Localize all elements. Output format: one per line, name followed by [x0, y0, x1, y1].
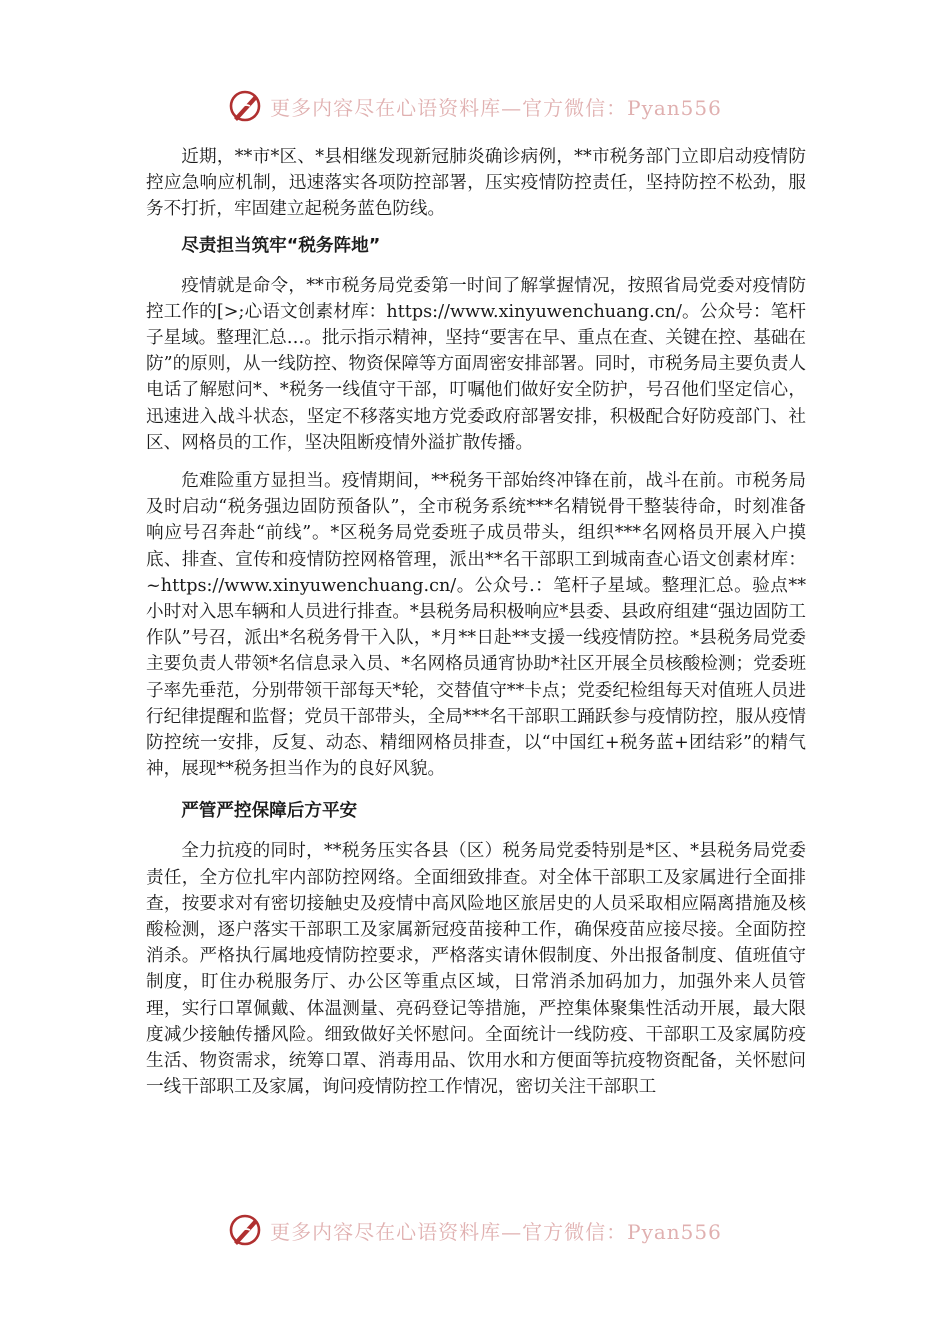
section-heading-control: 严管严控保障后方平安	[181, 801, 358, 822]
pen-logo-icon	[228, 88, 264, 124]
footer-banner-text: 更多内容尽在心语资料库—官方微信：Pyan556	[270, 1219, 722, 1244]
footer-banner	[0, 1208, 950, 1252]
header-banner-text: 更多内容尽在心语资料库—官方微信：Pyan556	[270, 95, 722, 120]
paragraph-intro: 近期，**市*区、*县相继发现新冠肺炎确诊病例，**市税务部门立即启动疫情防控应急响应机制，迅速落实各项防控部署，压实疫情防控责任，坚持防控不松劲，服务不打折，牢固建立起税务蓝色防线。	[146, 147, 806, 220]
document-body	[146, 144, 806, 1101]
paragraph-command: 疫情就是命令，**市税务局党委第一时间了解掌握情况，按照省局党委对疫情防控工作的[>;心语文创素材库：https://www.xinyuwenchuang.cn/。公众号：笔杆子星域。整理汇总…。批示指示精神，坚持“要害在早、重点在查、关键在控、基础在防”的原则，从一线防控、物资保障等方面周密安排部署。同时，市税务局主要负责人电话了解慰问*、*税务一线值守干部，叮嘱他们做好安全防护，号召他们坚定信心，迅速进入战斗状态，坚定不移落实地方党委政府部署安排，积极配合好防疫部门、社区、网格员的工作，坚决阻断疫情外溢扩散传播。	[146, 275, 806, 453]
pen-logo-icon	[228, 1212, 264, 1248]
paragraph-internal-control: 全力抗疫的同时，**税务压实各县（区）税务局党委特别是*区、*县税务局党委责任，全方位扎牢内部防控网络。全面细致排查。对全体干部职工及家属进行全面排查，按要求对有密切接触史及疫情中高风险地区旅居史的人员采取相应隔离措施及核酸检测，逐户落实干部职工及家属新冠疫苗接种工作，确保疫苗应接尽接。全面防控消杀。严格执行属地疫情防控要求，严格落实请休假制度、外出报备制度、值班值守制度，盯住办税服务厅、办公区等重点区域，日常消杀加码加力，加强外来人员管理，实行口罩佩戴、体温测量、亮码登记等措施，严控集体聚集性活动开展，最大限度减少接触传播风险。细致做好关怀慰问。全面统计一线防疫、干部职工及家属防疫生活、物资需求，统筹口罩、消毒用品、饮用水和方便面等抗疫物资配备，关怀慰问一线干部职工及家属，询问疫情防控工作情况，密切关注干部职工	[146, 841, 806, 1098]
header-banner	[0, 84, 950, 128]
paragraph-responsibility: 危难险重方显担当。疫情期间，**税务干部始终冲锋在前，战斗在前。市税务局及时启动“税务强边固防预备队”，全市税务系统***名精锐骨干整装待命，时刻准备响应号召奔赴“前线”。*区税务局党委班子成员带头，组织***名网格员开展入户摸底、排查、宣传和疫情防控网格管理，派出**名干部职工到城南查心语文创素材库：~https://www.xinyuwenchuang.cn/。公众号.：笔杆子星域。整理汇总。验点**小时对入思车辆和人员进行排查。*县税务局积极响应*县委、县政府组建“强边固防工作队”号召，派出*名税务骨干入队，*月**日赴**支援一线疫情防控。*县税务局党委主要负责人带领*名信息录入员、*名网格员通宵协助*社区开展全员核酸检测；党委班子率先垂范，分别带领干部每天*轮，交替值守**卡点；党委纪检组每天对值班人员进行纪律提醒和监督；党员干部带头，全局***名干部职工踊跃参与疫情防控，服从疫情防控统一安排，反复、动态、精细网格员排查，以“中国红+税务蓝+团结彩”的精气神，展现**税务担当作为的良好风貌。	[146, 471, 806, 780]
section-heading-duty: 尽责担当筑牢“税务阵地”	[181, 235, 381, 256]
